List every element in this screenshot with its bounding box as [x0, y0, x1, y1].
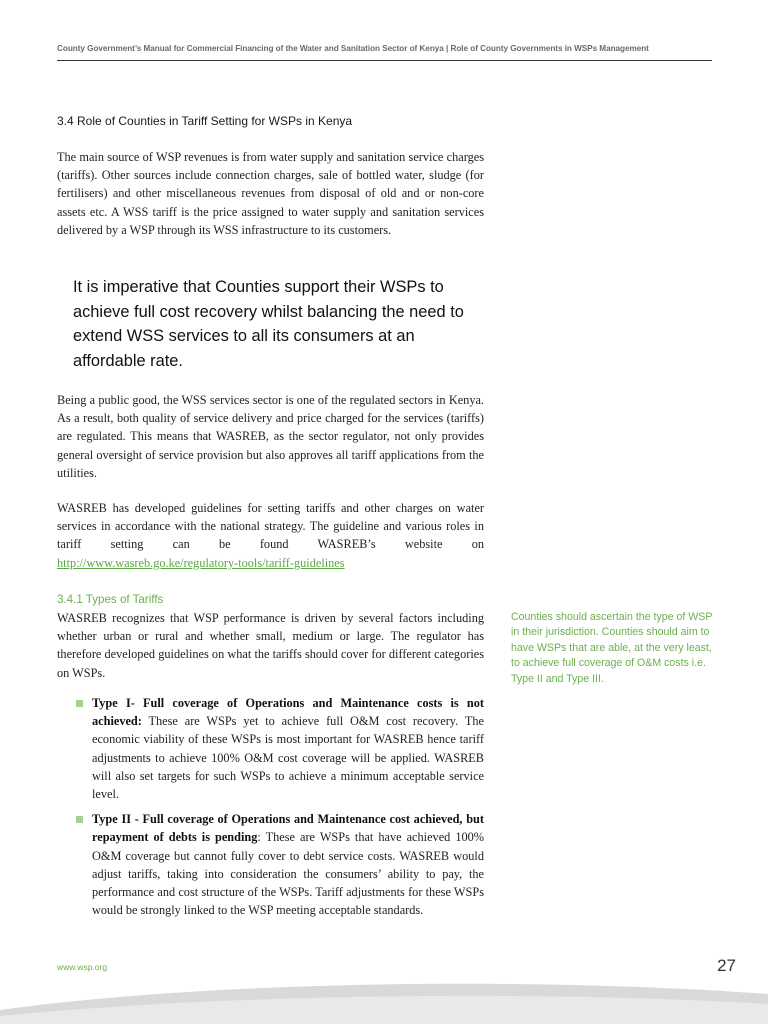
tariff-types-list [57, 694, 484, 926]
subsection-heading: 3.4.1 Types of Tariffs [57, 593, 164, 606]
list-item [57, 810, 484, 919]
tariff-guidelines-link[interactable]: http://www.wasreb.go.ke/regulatory-tools/tariff-guidelines [57, 555, 345, 570]
list-item [57, 694, 484, 803]
paragraph-wsp-performance: WASREB recognizes that WSP performance is driven by several factors including whether urban or rural and whether small, medium or large. The regulator has therefore developed guidelines on what the tariffs should cover for different categories on WSPs. [57, 611, 484, 680]
header-divider [57, 60, 712, 61]
square-bullet-icon [76, 700, 83, 707]
paragraph-wasreb-guidelines-text: WASREB has developed guidelines for setting tariffs and other charges on water services in accordance with the national strategy. The guideline and various roles in tariff setting can be found WASREB’s website on [57, 501, 484, 552]
running-header: County Government’s Manual for Commercial Financing of the Water and Sanitation Sector of Kenya | Role of County Governments in WSPs Management [57, 44, 649, 53]
footer-swoosh-decoration [0, 964, 768, 1024]
page-number: 27 [717, 956, 736, 975]
paragraph-regulated-sector: Being a public good, the WSS services sector is one of the regulated sectors in Kenya. As a result, both quality of service delivery and price charged for the services (tariffs) are regulated. This means that WASREB, as the sector regulator, not only provides general oversight of service provision but also approves all tariff applications from the utilities. [57, 393, 484, 480]
footer-url: www.wsp.org [57, 962, 108, 972]
pull-quote: It is imperative that Counties support their WSPs to achieve full cost recovery whilst balancing the need to extend WSS services to all its consumers at an affordable rate. [73, 278, 464, 370]
list-item-title: Type II - Full coverage of Operations and Maintenance cost achieved, but repayment of debts is pending [92, 812, 484, 845]
list-item-title: Type I- Full coverage of Operations and Maintenance costs is not achieved: [92, 696, 484, 729]
list-item-text: These are WSPs yet to achieve full O&M cost recovery. The economic viability of these WSPs is most important for WASREB hence tariff adjustments to achieve 100% O&M cost coverage will be applied. WASREB will also set targets for such WSPs to achieve a minimum acceptable service level. [92, 714, 484, 802]
paragraph-wasreb-guidelines [57, 499, 484, 572]
paragraph-revenue-sources: The main source of WSP revenues is from water supply and sanitation service charges (tariffs). Other sources include connection charges, sale of bottled water, sludge (for fertilisers) and other miscellaneous revenues from disposal of old and or non-core assets etc. A WSS tariff is the price assigned to water supply and sanitation services delivered by a WSP through its WSS infrastructure to its customers. [57, 150, 484, 237]
square-bullet-icon [76, 816, 83, 823]
section-heading: 3.4 Role of Counties in Tariff Setting for WSPs in Kenya [57, 114, 353, 128]
side-note: Counties should ascertain the type of WSP in their jurisdiction. Counties should aim to have WSPs that are able, at the very least, to achieve full coverage of O&M costs i.e. Type II and Type III. [511, 611, 713, 685]
list-item-text: : These are WSPs that have achieved 100% O&M coverage but cannot fully cover to debt service costs. WASREB would adjust tariffs, taking into consideration the consumers’ ability to pay, the performance and cost structure of the WSPs. Tariff adjustments for these WSPs would be strongly linked to the WSP meeting acceptable standards. [92, 830, 485, 918]
